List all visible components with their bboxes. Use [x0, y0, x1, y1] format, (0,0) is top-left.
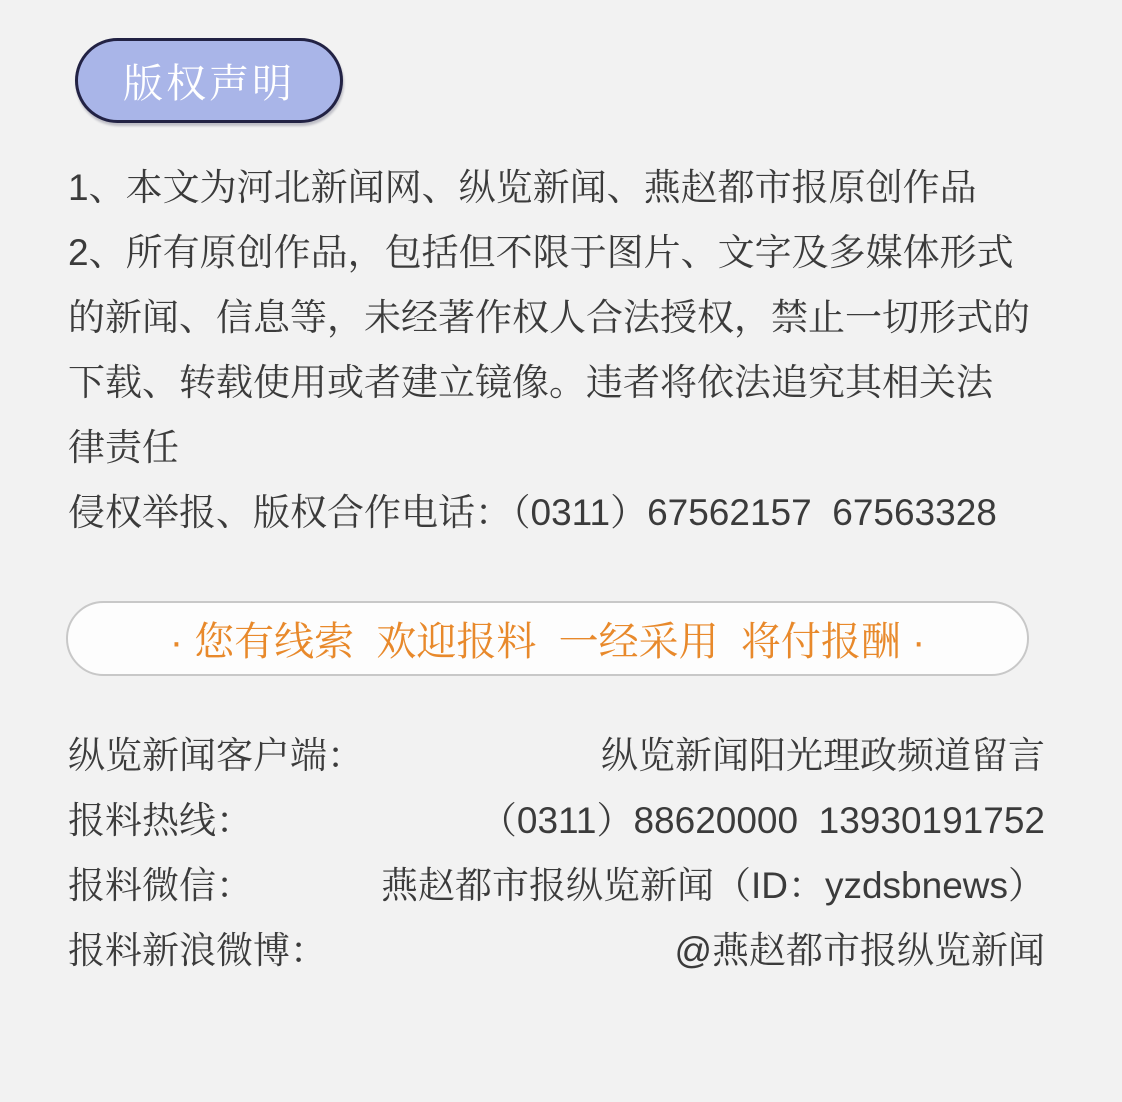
- copyright-badge-label: 版权声明: [123, 62, 295, 106]
- contact-row-app: [68, 723, 1045, 788]
- contact-label: 纵览新闻客户端：: [68, 735, 364, 776]
- contact-label: 报料热线：: [68, 800, 253, 841]
- contact-value: 纵览新闻阳光理政频道留言: [601, 735, 1045, 776]
- contact-row-wechat: [68, 853, 1045, 918]
- copyright-statement: [68, 155, 1068, 545]
- contact-value: @燕赵都市报纵览新闻: [674, 930, 1045, 971]
- copyright-line: 1、本文为河北新闻网、纵览新闻、燕赵都市报原创作品: [68, 167, 977, 208]
- news-tip-banner: [66, 601, 1029, 676]
- contact-value: 燕赵都市报纵览新闻（ID：yzdsbnews）: [380, 865, 1045, 906]
- contact-label: 报料微信：: [68, 865, 253, 906]
- contact-label: 报料新浪微博：: [68, 930, 327, 971]
- contact-value: （0311）88620000 13930191752: [479, 800, 1045, 841]
- contact-list: [68, 723, 1045, 983]
- copyright-contact-phone-line: 侵权举报、版权合作电话：（0311）67562157 67563328: [68, 492, 997, 533]
- copyright-line: 下载、转载使用或者建立镜像。违者将依法追究其相关法: [68, 362, 993, 403]
- copyright-line: 律责任: [68, 427, 179, 468]
- contact-row-hotline: [68, 788, 1045, 853]
- copyright-notice-page: [0, 38, 1122, 1102]
- contact-row-weibo: [68, 918, 1045, 983]
- copyright-line: 的新闻、信息等，未经著作权人合法授权，禁止一切形式的: [68, 297, 1030, 338]
- copyright-badge: [75, 38, 343, 123]
- news-tip-banner-text: · 您有线索 欢迎报料 一经采用 将付报酬 ·: [169, 620, 926, 664]
- copyright-line: 2、所有原创作品，包括但不限于图片、文字及多媒体形式: [68, 232, 1014, 273]
